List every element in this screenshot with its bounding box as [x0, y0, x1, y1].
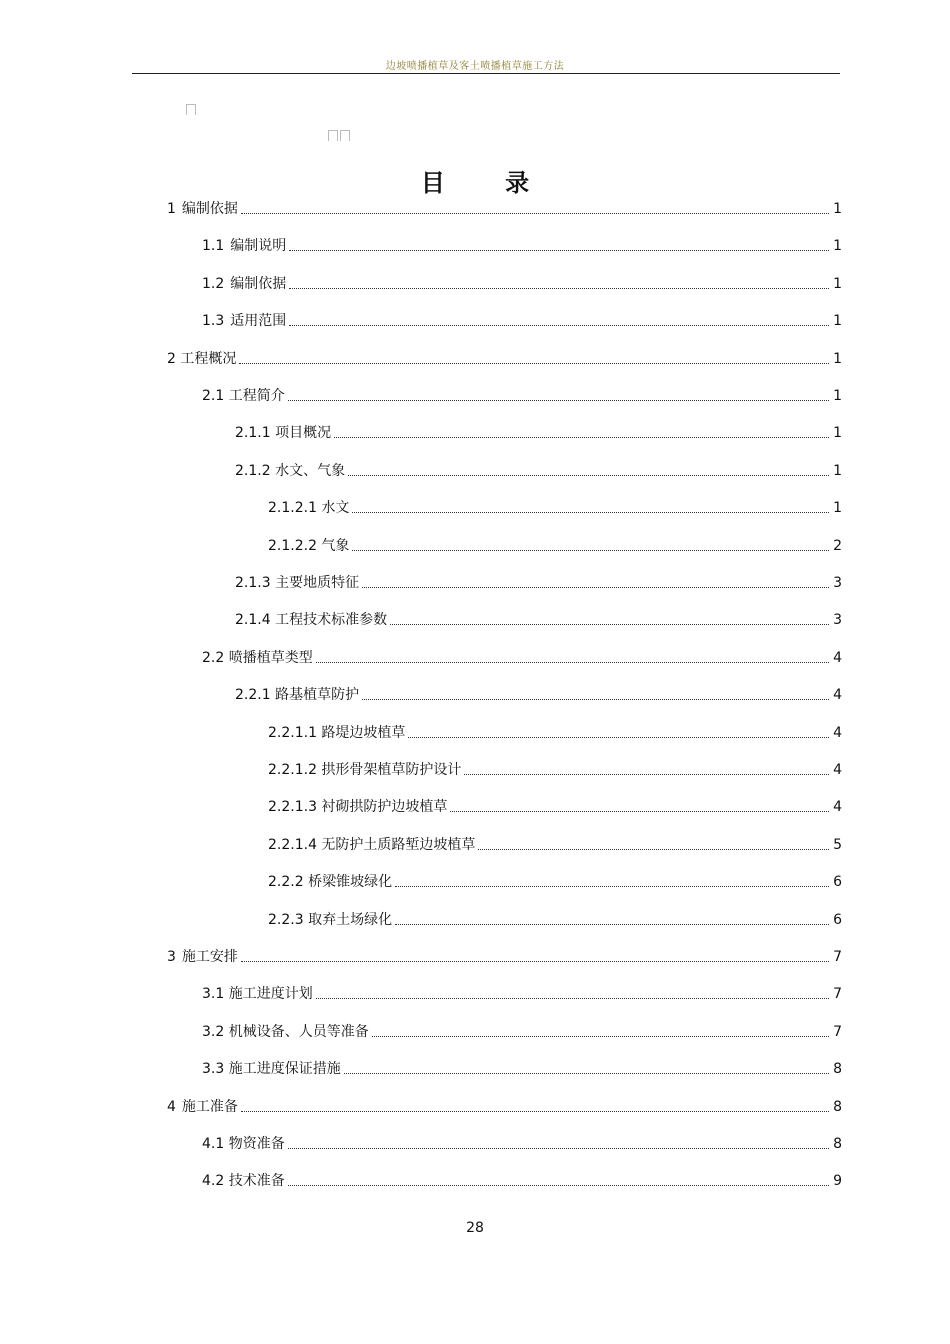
toc-entry-page: 7: [833, 949, 842, 965]
toc-entry-page: 9: [833, 1173, 842, 1190]
toc-dot-leader: [395, 886, 829, 887]
toc-entry-label: [235, 609, 387, 631]
toc-entry-page: 1: [833, 425, 842, 442]
toc-dot-leader: [362, 587, 829, 588]
toc-dot-leader: [464, 774, 829, 775]
toc-entry-number: 4: [167, 1098, 176, 1115]
toc-entry-label: [202, 310, 286, 332]
toc-entry-title: 适用范围: [230, 313, 287, 330]
toc-entry[interactable]: [235, 572, 842, 594]
toc-dot-leader: [289, 288, 829, 289]
toc-entry-page: 2: [833, 537, 842, 554]
toc-dot-leader: [395, 924, 829, 925]
header-divider: [132, 73, 840, 74]
toc-entry-page: 6: [833, 911, 842, 928]
toc-entry-title: 2.2.1.2 拱形骨架植草防护设计: [268, 762, 462, 778]
toc-entry-label: [268, 834, 475, 856]
toc-entry-title: 4.1 物资准备: [202, 1136, 285, 1152]
toc-entry-page: 1: [833, 462, 842, 479]
toc-entry-number: 1.2: [202, 275, 225, 292]
header-title: 边坡喷播植草及客土喷播植草施工方法: [385, 61, 565, 72]
toc-entry-title: 2.2.1.1 路堤边坡植草: [268, 724, 406, 741]
toc-dot-leader: [352, 512, 829, 513]
toc-entry-label: [268, 871, 392, 893]
toc-entry-label: [235, 572, 359, 594]
toc-dot-leader: [289, 325, 829, 326]
toc-entry-title: 2 工程概况: [167, 350, 237, 367]
toc-entry-label: [202, 1170, 285, 1192]
toc-dot-leader: [348, 475, 829, 476]
toc-entry[interactable]: [202, 1021, 842, 1043]
toc-entry-title: 4.2 技术准备: [202, 1173, 285, 1190]
toc-entry[interactable]: [268, 535, 842, 557]
toc-dot-leader: [478, 849, 829, 850]
toc-entry-page: 7: [833, 986, 842, 1003]
toc-entry[interactable]: [202, 235, 842, 257]
toc-entry[interactable]: [235, 422, 842, 444]
toc-entry-label: [202, 1058, 341, 1080]
toc-entry-title: 2.2.2 桥梁锥坡绿化: [268, 874, 393, 891]
toc-entry-label: [202, 235, 286, 257]
toc-entry-page: 1: [833, 388, 842, 404]
toc-entry-title: 施工准备: [181, 1098, 238, 1115]
toc-entry[interactable]: [268, 796, 842, 818]
toc-entry[interactable]: [202, 1170, 842, 1192]
toc-entry-label: [202, 273, 286, 295]
toc-entry-title: 2.1.2.2 气象: [268, 537, 350, 554]
toc-dot-leader: [450, 811, 829, 812]
toc-entry[interactable]: [268, 497, 842, 519]
toc-entry-page: 7: [833, 1023, 842, 1040]
toc-entry-title: 2.2.1.4 无防护土质路堑边坡植草: [268, 836, 476, 853]
toc-entry-number: 1.1: [202, 238, 225, 255]
toc-entry-label: [235, 460, 345, 482]
toc-entry[interactable]: [202, 273, 842, 295]
toc-entry-label: [167, 1096, 238, 1118]
toc-entry-title: 3.2 机械设备、人员等准备: [202, 1023, 369, 1040]
toc-entry[interactable]: [202, 310, 842, 332]
toc-entry-page: 8: [833, 1061, 842, 1078]
toc-entry[interactable]: [202, 647, 842, 669]
toc-entry[interactable]: [167, 198, 842, 220]
toc-dot-leader: [239, 363, 829, 364]
toc-entry[interactable]: [235, 609, 842, 631]
toc-dot-leader: [241, 961, 829, 962]
toc-entry-title: 3.1 施工进度计划: [202, 986, 313, 1003]
toc-entry-page: 4: [833, 687, 842, 704]
toc-entry-page: 1: [833, 275, 842, 292]
toc-entry-page: 3: [833, 612, 842, 629]
toc-entry-title: 3.3 施工进度保证措施: [202, 1061, 341, 1078]
toc-entry-title: 2.2.1.3 衬砌拱防护边坡植草: [268, 799, 448, 816]
toc-title: 目 录: [420, 168, 556, 198]
toc-entry[interactable]: [268, 871, 842, 893]
toc-entry[interactable]: [167, 946, 842, 968]
toc-dot-leader: [288, 400, 829, 401]
toc-entry-page: 4: [833, 649, 842, 666]
toc-entry-number: 3: [167, 949, 176, 965]
toc-dot-leader: [288, 1185, 829, 1186]
bookmark-marker: [186, 104, 196, 115]
toc-entry-title: 编制依据: [181, 201, 238, 217]
toc-dot-leader: [352, 550, 829, 551]
toc-entry-title: 2.1.4 工程技术标准参数: [235, 612, 388, 629]
toc-entry-title: 2.2.3 取弃土场绿化: [268, 911, 393, 928]
toc-entry-label: [167, 946, 238, 968]
toc-dot-leader: [241, 213, 829, 214]
toc-dot-leader: [362, 699, 829, 700]
bookmark-marker: [328, 130, 338, 141]
toc-entry[interactable]: [268, 834, 842, 856]
toc-entry-label: [202, 1133, 285, 1155]
toc-entry[interactable]: [268, 722, 842, 744]
toc-entry-number: 1: [167, 201, 176, 217]
toc-dot-leader: [316, 998, 829, 999]
toc-entry-title: 2.1.2 水文、气象: [235, 462, 346, 479]
toc-entry-page: 1: [833, 350, 842, 367]
toc-entry-title: 编制依据: [230, 275, 287, 292]
toc-entry-label: [167, 348, 236, 370]
toc-entry-page: 4: [833, 724, 842, 741]
toc-entry-page: 6: [833, 874, 842, 891]
toc-entry-number: 1.3: [202, 313, 225, 330]
page-number: 28: [466, 1220, 484, 1236]
toc-dot-leader: [241, 1111, 829, 1112]
toc-entry-title: 编制说明: [230, 238, 287, 255]
toc-dot-leader: [334, 437, 829, 438]
toc-entry-page: 3: [833, 575, 842, 591]
toc-entry-label: [235, 422, 331, 444]
toc-entry-page: 1: [833, 238, 842, 255]
toc-entry-label: [268, 796, 447, 818]
toc-entry[interactable]: [268, 759, 842, 781]
toc-entry-page: 8: [833, 1098, 842, 1115]
toc-entry-title: 施工安排: [181, 949, 238, 965]
toc-entry-label: [268, 759, 461, 781]
toc-entry-label: [268, 722, 405, 744]
toc-entry[interactable]: [202, 983, 842, 1005]
toc-entry[interactable]: [202, 1058, 842, 1080]
toc-entry-title: 2.2.1 路基植草防护: [235, 687, 360, 704]
toc-entry-label: [167, 198, 238, 220]
toc-entry[interactable]: [235, 460, 842, 482]
toc-entry-page: 4: [833, 799, 842, 816]
toc-dot-leader: [408, 737, 829, 738]
toc-entry-title: 2.1.2.1 水文: [268, 500, 350, 517]
toc-entry[interactable]: [202, 385, 842, 407]
toc-entry-page: 1: [833, 201, 842, 217]
toc-entry[interactable]: [167, 348, 842, 370]
toc-dot-leader: [344, 1073, 829, 1074]
toc-entry[interactable]: [167, 1096, 842, 1118]
toc-entry-title: 2.1.1 项目概况: [235, 425, 332, 442]
toc-entry-title: 2.1 工程简介: [202, 388, 285, 404]
toc-entry-title: 2.1.3 主要地质特征: [235, 575, 360, 591]
toc-entry-label: [268, 535, 349, 557]
toc-entry-page: 8: [833, 1136, 842, 1152]
toc-entry-label: [268, 497, 349, 519]
toc-entry-label: [268, 909, 392, 931]
toc-entry[interactable]: [202, 1133, 842, 1155]
toc-dot-leader: [390, 624, 829, 625]
toc-dot-leader: [316, 662, 829, 663]
toc-entry-label: [202, 1021, 369, 1043]
toc-entry-label: [202, 647, 313, 669]
toc-entry[interactable]: [268, 909, 842, 931]
toc-entry-page: 1: [833, 313, 842, 330]
bookmark-marker: [340, 130, 350, 141]
toc-entry-page: 4: [833, 762, 842, 778]
toc-entry-page: 1: [833, 500, 842, 517]
toc-dot-leader: [289, 250, 829, 251]
toc-entry-title: 2.2 喷播植草类型: [202, 649, 313, 666]
toc-dot-leader: [372, 1036, 829, 1037]
toc-entry-label: [235, 684, 359, 706]
toc-entry[interactable]: [235, 684, 842, 706]
toc-entry-page: 5: [833, 836, 842, 853]
toc-entry-label: [202, 385, 285, 407]
toc-entry-label: [202, 983, 313, 1005]
toc-dot-leader: [288, 1148, 829, 1149]
